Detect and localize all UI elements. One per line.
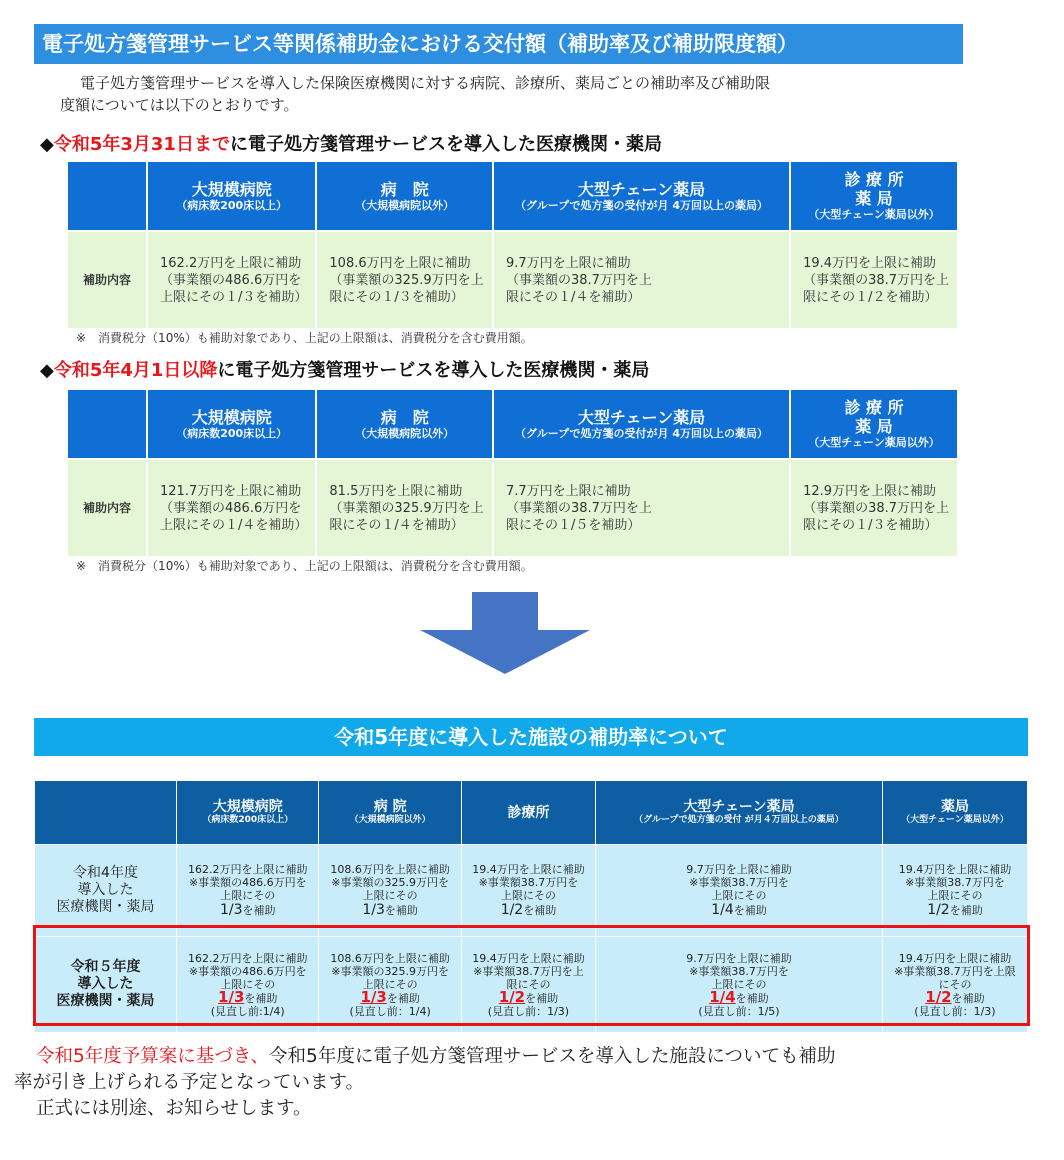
- closing-line1: 令和5年度に電子処方箋管理サービスを導入した施設についても補助: [269, 1046, 836, 1067]
- header-hospital: 病 院 （大規模病院以外）: [317, 390, 492, 458]
- header-hospital: 病 院 （大規模病院以外）: [317, 162, 492, 230]
- subsidy-table-before: [66, 160, 959, 330]
- row-label-r5: 令和５年度 導入した 医療機関・薬局: [35, 937, 177, 1033]
- table-cell: 162.2万円を上限に補助 ※事業額の486.6万円を 上限にその 1/3を補助 (見直し前:1/4): [177, 937, 319, 1033]
- intro-line-1: 電子処方箋管理サービスを導入した保険医療機関に対する病院、診療所、薬局ごとの補助率及び補助限: [80, 74, 771, 92]
- table-cell: 9.7万円を上限に補助 ※事業額38.7万円を 上限にその 1/4を補助 (見直し前：1/5): [596, 937, 883, 1033]
- table-cell: 121.7万円を上限に補助 （事業額の486.6万円を 上限にその１/４を補助）: [148, 460, 315, 556]
- intro-text: [60, 72, 960, 116]
- table-row: [68, 460, 957, 556]
- header-corner: [68, 390, 146, 458]
- table-cell: 19.4万円を上限に補助 ※事業額38.7万円を上限 にその 1/2を補助 (見直し前：1/3): [882, 937, 1027, 1033]
- rate-header-pharmacy: 薬局 （大型チェーン薬局以外）: [882, 781, 1027, 845]
- table-cell: 7.7万円を上限に補助 （事業額の38.7万円を上 限にその１/５を補助）: [494, 460, 789, 556]
- rate-header-corner: [35, 781, 177, 845]
- closing-line2: 率が引き上げられる予定となっています。: [14, 1072, 365, 1093]
- table-cell: 9.7万円を上限に補助 ※事業額38.7万円を 上限にその 1/4を補助: [596, 845, 883, 937]
- row-label-r4: 令和4年度 導入した 医療機関・薬局: [35, 845, 177, 937]
- table-cell: 19.4万円を上限に補助 ※事業額38.7万円を 上限にその 1/2を補助: [461, 845, 595, 937]
- table-row: [35, 845, 1028, 937]
- table-cell: 108.6万円を上限に補助 ※事業額の325.9万円を 上限にその 1/3を補助: [319, 845, 461, 937]
- section1-heading: [40, 130, 662, 156]
- section2-date: 令和5年4月1日以降: [53, 360, 218, 381]
- table-cell: 12.9万円を上限に補助 （事業額の38.7万円を上 限にその１/３を補助）: [791, 460, 957, 556]
- rate-header-hospital: 病 院 （大規模病院以外）: [319, 781, 461, 845]
- table-cell: 19.4万円を上限に補助 ※事業額38.7万円を 上限にその 1/2を補助: [882, 845, 1027, 937]
- table-cell: 162.2万円を上限に補助 （事業額の486.6万円を 上限にその１/３を補助）: [148, 232, 315, 328]
- header-large-hospital: 大規模病院 （病床数200床以上）: [148, 390, 315, 458]
- table-cell: 108.6万円を上限に補助 （事業額の325.9万円を上 限にその１/３を補助）: [317, 232, 492, 328]
- header-clinic-pharmacy: 診 療 所 薬 局 （大型チェーン薬局以外）: [791, 390, 957, 458]
- intro-line-2: 度額については以下のとおりです。: [60, 96, 299, 114]
- section2-rest: に電子処方箋管理サービスを導入した医療機関・薬局: [217, 360, 650, 381]
- table-cell: 108.6万円を上限に補助 ※事業額の325.9万円を 上限にその 1/3を補助 (見直し前：1/4): [319, 937, 461, 1033]
- table-header-row: [68, 162, 957, 230]
- table-cell: 9.7万円を上限に補助 （事業額の38.7万円を上 限にその１/４を補助）: [494, 232, 789, 328]
- rate-header-chain-pharmacy: 大型チェーン薬局 （グループで処方箋の受付 が月４万回以上の薬局）: [596, 781, 883, 845]
- highlight-frame: [33, 925, 1030, 1026]
- rate-header-row: [35, 781, 1028, 845]
- table-header-row: [68, 390, 957, 458]
- table-row: [68, 232, 957, 328]
- section1-rest: に電子処方箋管理サービスを導入した医療機関・薬局: [229, 134, 662, 155]
- rate-header-clinic: 診療所: [461, 781, 595, 845]
- page-title: 電子処方箋管理サービス等関係補助金における交付額（補助率及び補助限度額）: [34, 24, 963, 64]
- row-label: 補助内容: [68, 232, 146, 328]
- section1-date: 令和5年3月31日まで: [53, 134, 230, 155]
- down-arrow-icon: [420, 592, 590, 674]
- tax-note-2: ※ 消費税分（10%）も補助対象であり、上記の上限額は、消費税分を含む費用額。: [76, 559, 533, 573]
- closing-line3: 正式には別途、お知らせします。: [36, 1098, 312, 1119]
- table-cell: 162.2万円を上限に補助 ※事業額の486.6万円を 上限にその 1/3を補助: [177, 845, 319, 937]
- table-cell: 81.5万円を上限に補助 （事業額の325.9万円を上 限にその１/４を補助）: [317, 460, 492, 556]
- header-clinic-pharmacy: 診 療 所 薬 局 （大型チェーン薬局以外）: [791, 162, 957, 230]
- section2-heading: [40, 356, 649, 382]
- table-cell: 19.4万円を上限に補助 （事業額の38.7万円を上 限にその１/２を補助）: [791, 232, 957, 328]
- tax-note-1: ※ 消費税分（10%）も補助対象であり、上記の上限額は、消費税分を含む費用額。: [76, 331, 533, 345]
- header-large-hospital: 大規模病院 （病床数200床以上）: [148, 162, 315, 230]
- header-chain-pharmacy: 大型チェーン薬局 （グループで処方箋の受付が月 4万回以上の薬局）: [494, 162, 789, 230]
- header-chain-pharmacy: 大型チェーン薬局 （グループで処方箋の受付が月 4万回以上の薬局）: [494, 390, 789, 458]
- row-label: 補助内容: [68, 460, 146, 556]
- diamond-bullet: ◆: [40, 134, 54, 155]
- closing-text: [14, 1044, 1054, 1122]
- subsidy-table-after: [66, 388, 959, 558]
- closing-red: 令和5年度予算案に基づき、: [36, 1046, 270, 1067]
- header-corner: [68, 162, 146, 230]
- rate-section-title: 令和5年度に導入した施設の補助率について: [34, 718, 1028, 756]
- rate-header-large-hospital: 大規模病院 （病床数200床以上）: [177, 781, 319, 845]
- diamond-bullet: ◆: [40, 360, 54, 381]
- table-cell: 19.4万円を上限に補助 ※事業額38.7万円を上 限にその 1/2を補助 (見直し前：1/3): [461, 937, 595, 1033]
